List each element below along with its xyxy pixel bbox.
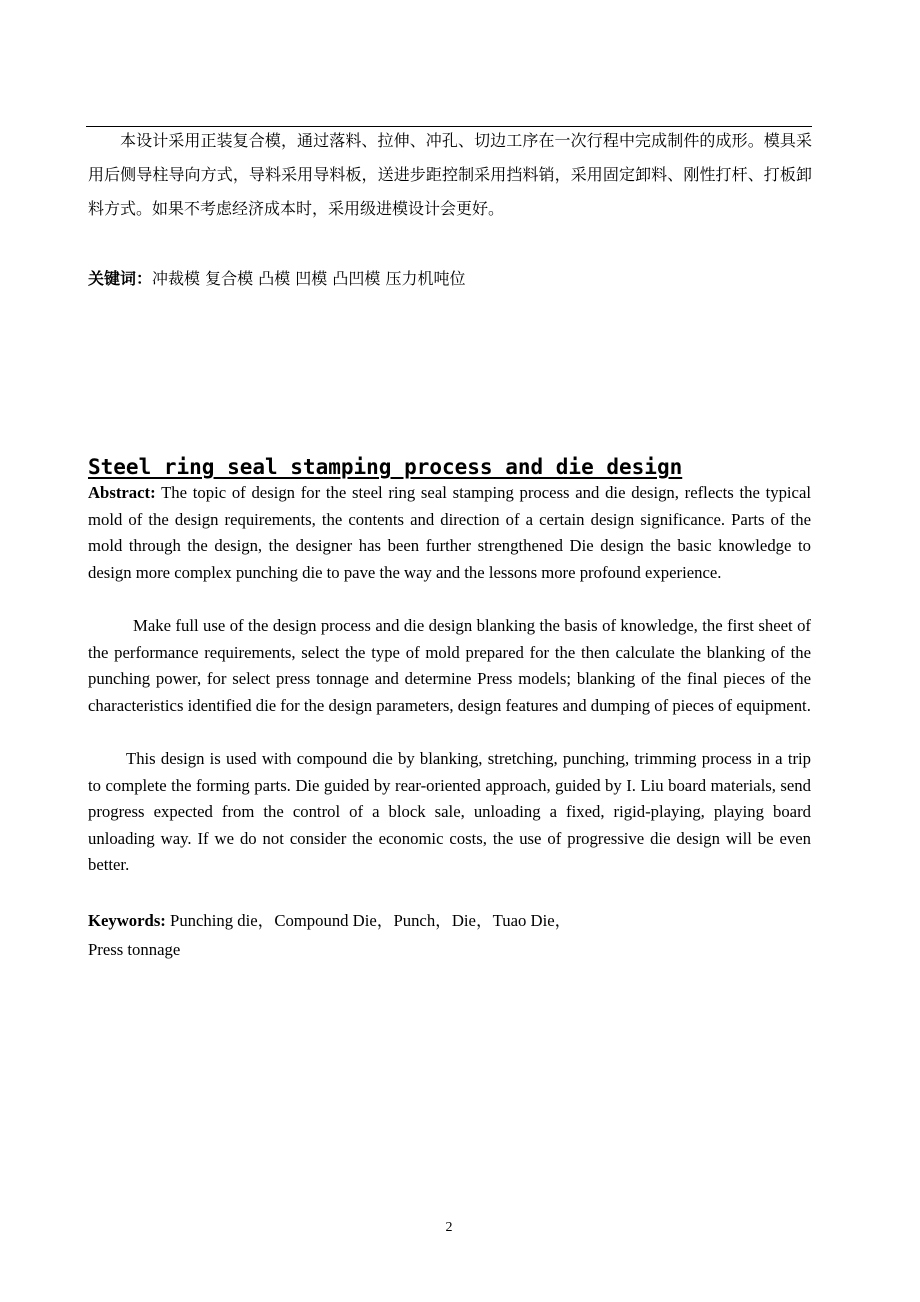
page-number: 2 [445, 1220, 453, 1235]
abstract-label: Abstract: [88, 483, 156, 502]
chinese-keywords-label: 关键词： [88, 269, 153, 288]
english-paragraph-3: This design is used with compound die by blanking, stretching, punching, trimming process in a trip to complete the forming parts. Die guided by rear-oriented approach, guided by I. Liu board materials, send progress expected from the control of a block sale, unloading a fixed, rigid-playing, playing board unloading way. If we do not consider the economic costs, the use of progressive die design will be even better. [88, 749, 811, 875]
english-title [88, 452, 812, 482]
chinese-keywords-text: 冲裁模 复合模 凸模 凹模 凸凹模 压力机吨位 [152, 269, 466, 288]
english-keywords [88, 907, 811, 964]
english-keywords-line2: Press tonnage [88, 939, 181, 959]
abstract-text: The topic of design for the steel ring seal stamping process and die design, reflects the typical mold of the design requirements, the contents and direction of a certain design significance. Parts of the mold through the design, the designer has been further strengthened Die design the basic knowledge to design more complex punching die to pave the way and the lessons more profound experience. [88, 483, 811, 582]
english-paragraph-2: Make full use of the design process and die design blanking the basis of knowledge, the first sheet of the performance requirements, select the type of mold prepared for the then calculate the blanking of the punching power, for select press tonnage and determine Press models; blanking of the final pieces of the characteristics identified die for the design parameters, design features and dumping of pieces of equipment. [88, 616, 811, 715]
english-keywords-line1: Punching die，Compound Die，Punch，Die，Tuao Die， [165, 911, 572, 930]
english-keywords-label: Keywords: [88, 911, 166, 930]
chinese-summary: 本设计采用正装复合模，通过落料、拉伸、冲孔、切边工序在一次行程中完成制件的成形。模具采用后侧导柱导向方式，导料采用导料板，送进步距控制采用挡料销，采用固定卸料、刚性打杆、打板卸料方式。如果不考虑经济成本时，采用级进模设计会更好。 [88, 131, 812, 218]
english-abstract [88, 480, 811, 586]
chinese-keywords [88, 264, 812, 294]
english-title-text: Steel ring seal stamping process and die design [88, 455, 683, 479]
